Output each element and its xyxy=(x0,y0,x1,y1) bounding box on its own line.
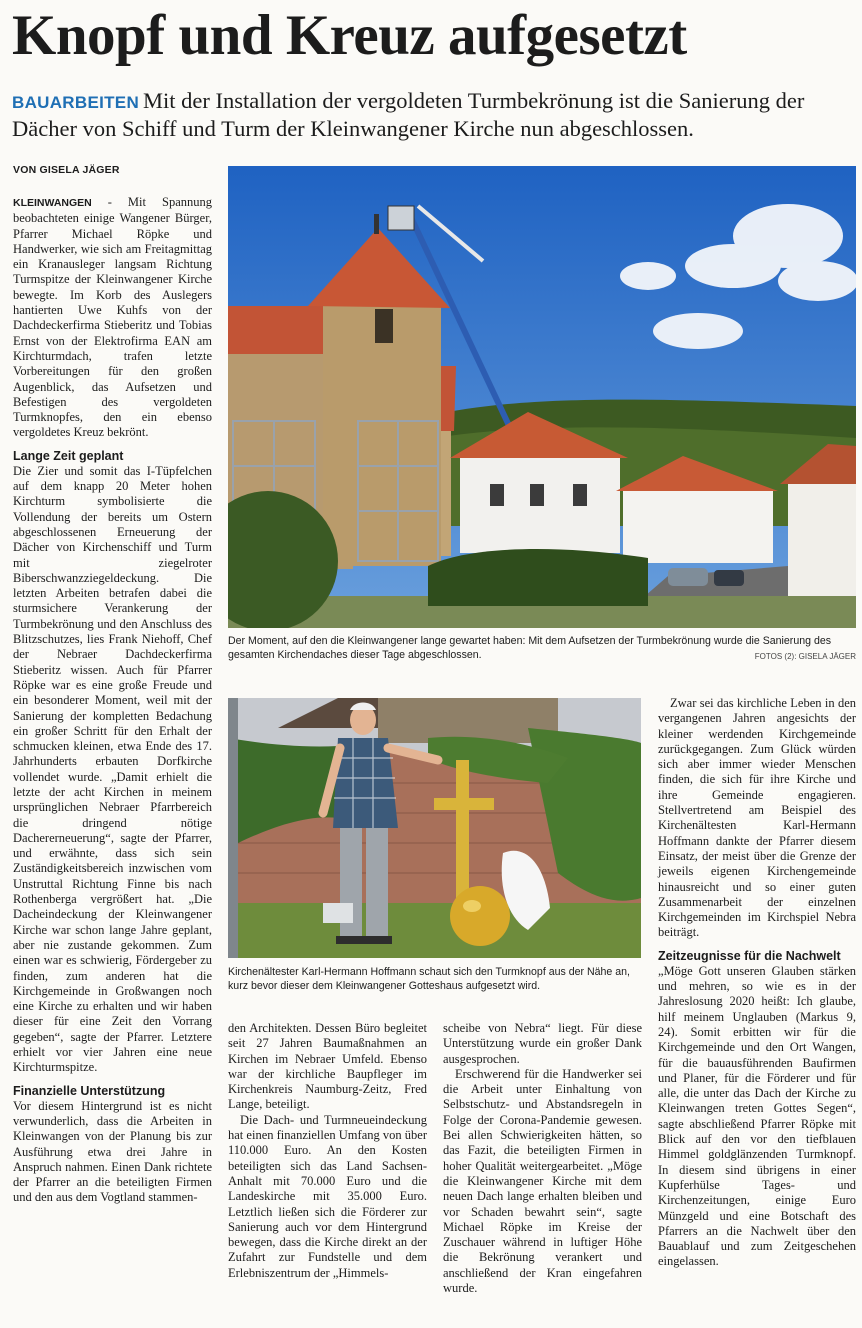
elder-with-cross-illustration xyxy=(228,698,641,958)
standfirst-text: Mit der Installation der vergoldeten Turmbekrönung ist die Sanierung der Dächer von Schiff und Turm der Kleinwangener Kirche nun abgeschlossen. xyxy=(12,88,805,141)
photo-credit: FOTOS (2): GISELA JÄGER xyxy=(754,652,856,661)
article-headline: Knopf und Kreuz aufgesetzt xyxy=(12,4,687,67)
paragraph: Erschwerend für die Handwerker sei die Arbeit unter Einhaltung von Selbstschutz- und Abstandsregeln in Folge der Corona-Pandemie gewesen. Bei allen Schwierigkeiten hätten, so das Fazit, die beteiligten Firmen in hoher Qualität weitergearbeitet. „Möge die Kleinwangener Kirche mit dem neuen Dach lange erhalten bleiben und vor Schaden bewahrt sein“, sagte Michael Röpke im Kreise der Zuschauer während in luftiger Höhe die Bekrönung verankert und anschließend der Kran eingefahren wurde. xyxy=(443,1066,642,1296)
article-standfirst xyxy=(12,88,852,142)
subheading-finanzielle-unterstuetzung: Finanzielle Unterstützung xyxy=(13,1083,166,1098)
paragraph-text: - Mit Spannung beobachteten einige Wangener Bürger, Pfarrer Michael Röpke und Handwerker, wie sich am Freitagmittag ein Kranausleger langsam Richtung Turmspitze der Kleinwangener Kirche bewegte. Im Korb des Auslegers hantierten Uwe Kuhfs von der Dachdeckerfirma Stieberitz und Tobias Ernst von der Elektrofirma EAN am Kirchturmdach, trafen letzte Vorbereitungen für den großen Augenblick, das Aufsetzen und Befestigen des vergoldeten Turmknopfes, den ein ebenso vergoldetes Kreuz bekrönt. xyxy=(13,195,212,440)
paragraph xyxy=(13,195,212,441)
church-crane-illustration xyxy=(228,166,856,628)
section-kicker: BAUARBEITEN xyxy=(12,93,140,112)
text-column-1 xyxy=(13,195,212,1325)
paragraph: Zwar sei das kirchliche Leben in den vergangenen Jahren angesichts der kleiner werdenden Kirchgemeinde zurückgegangen. Zum Glück würden sich aber immer wieder Menschen finden, die sich für ihre Kirche und ihre Gemeinde engagieren. Stellvertretend am Beispiel des Kirchenältesten Karl-Hermann Hoffmann dankte der Pfarrer diesem Einsatz, der meist über die Grenze der jeweils eigenen Kirchengemeinde hinausreicht und so einer guten Zusammenarbeit der einzelnen Kirchgemeinden im Kirchspiel Nebra beiträgt. xyxy=(658,696,856,940)
photo-church-crane xyxy=(228,166,856,628)
text-column-4 xyxy=(658,696,856,1326)
byline: VON GISELA JÄGER xyxy=(13,164,120,176)
text-column-2 xyxy=(228,1021,427,1326)
paragraph: Die Zier und somit das I-Tüpfelchen auf dem knapp 20 Meter hohen Kirchturm symbolisierte die Vollendung der bereits um Ostern abgeschlossenen Erneuerung der Dächer von Kirchenschiff und Turm mit ziegelroter Biberschwanzziegeldeckung. Die letzten Arbeiten betrafen dabei die sturmsichere Verankerung der Turmbekrönung und den Anschluss des Blitzschutzes, lies Frank Niehoff, Chef der Nebraer Dachdeckerfirma Stieberitz wissen. Auch für Pfarrer Röpke war es eine große Freude und ein besonderer Moment, weil mit der Sanierung der kompletten Bedachung ein großer Schritt für den Erhalt der schmucken kleinen, etwa Ende des 17. Jahrhunderts erbauten Dorfkirche vollendet wurde. „Damit erhielt die letzte der acht Kirchen in meinem ursprünglichen Nebraer Pfarrbereich die dringend nötige Dachererneuerung“, sagte der Pfarrer, und erwähnte, dass sich sein Zuständigkeitsbereich inzwischen vom Unstruttal Richtung Finne bis nach Rothenberga vergrößert hat. „Die Dacheindeckung der Kleinwangener Kirche war schon lange Jahre geplant, aber nie zustande gekommen. Zum einen war es schwierig, Fördergeber zu finden, zum anderen hat die Kirchgemeinde in Großwangen noch eine Kirche zu erhalten und wir haben dieser für eine Zeit den Vorrang gegeben“, sagte der Pfarrer. Letztere erhielt vor vier Jahren eine neue Kirchturmspitze. xyxy=(13,463,212,1075)
photo1-caption: Der Moment, auf den die Kleinwangener lange gewartet haben: Mit dem Aufsetzen der Turmbekrönung wurde die Sanierung des gesamten Kirchendaches dieser Tage abgeschlossen. xyxy=(228,635,832,661)
dateline: KLEINWANGEN xyxy=(13,197,92,209)
photo2-caption: Kirchenältester Karl-Hermann Hoffmann schaut sich den Turmknopf aus der Nähe an, kurz bevor dieser dem Kleinwangener Gotteshaus aufgesetzt wird. xyxy=(228,966,630,992)
paragraph: scheibe von Nebra“ liegt. Für diese Unterstützung wurde ein großer Dank ausgesprochen. xyxy=(443,1021,642,1066)
paragraph: Die Dach- und Turmneueindeckung hat einen finanziellen Umfang von über 110.000 Euro. An den Kosten beteiligten sich das Land Sachsen-Anhalt mit 70.000 Euro und die Landeskirche mit 35.000 Euro. Letztlich ließen sich die Förderer zur Sanierung auch vor dem Hintergrund bewegen, dass die Kirche direkt an der Zufahrt zur Fundstelle und dem Erlebniszentrum der „Himmels- xyxy=(228,1112,427,1280)
text-column-3 xyxy=(443,1021,642,1326)
subheading-zeitzeugnisse: Zeitzeugnisse für die Nachwelt xyxy=(658,948,841,963)
paragraph: Vor diesem Hintergrund ist es nicht verwunderlich, dass die Arbeiten in Kleinwangen von der Planung bis zur Ausführung etwa drei Jahre in Anspruch nahmen. Einen Dank richtete der Pfarrer an die beteiligten Firmen und den aus dem Vogtland stammen- xyxy=(13,1098,212,1205)
paragraph: den Architekten. Dessen Büro begleitet seit 27 Jahren Baumaßnahmen an Kirchen im Nebraer Umfeld. Ebenso war der kirchliche Baupfleger im Kirchenkreis Naumburg-Zeitz, Fred Lange, beteiligt. xyxy=(228,1021,427,1112)
paragraph: „Möge Gott unseren Glauben stärken und mehren, so wie es in der Jahreslosung 2020 heißt: Ich glaube, hilf meinem Unglauben (Markus 9, 24). Somit erbitten wir für die Kirchgemeinde und den Ort Wangen, für die bauausführenden Baufirmen und Planer, für die Förderer und für alle, die unter das Dach der Kirche zu Kleinwangen treten Gottes Segen“, sagte abschließend Pfarrer Röpke mit Blick auf den vor den tiefblauen Himmel goldglänzenden Turmknopf. In diesem sind übrigens in einer Kupferhülse Tages- und Kirchenzeitungen, einige Euro Münzgeld und eine Botschaft des Pfarrers an die Nachwelt über den Bauablauf und zum Zeitgeschehen eingelassen. xyxy=(658,963,856,1269)
subheading-lange-zeit: Lange Zeit geplant xyxy=(13,448,124,463)
photo-elder-with-cross xyxy=(228,698,641,958)
